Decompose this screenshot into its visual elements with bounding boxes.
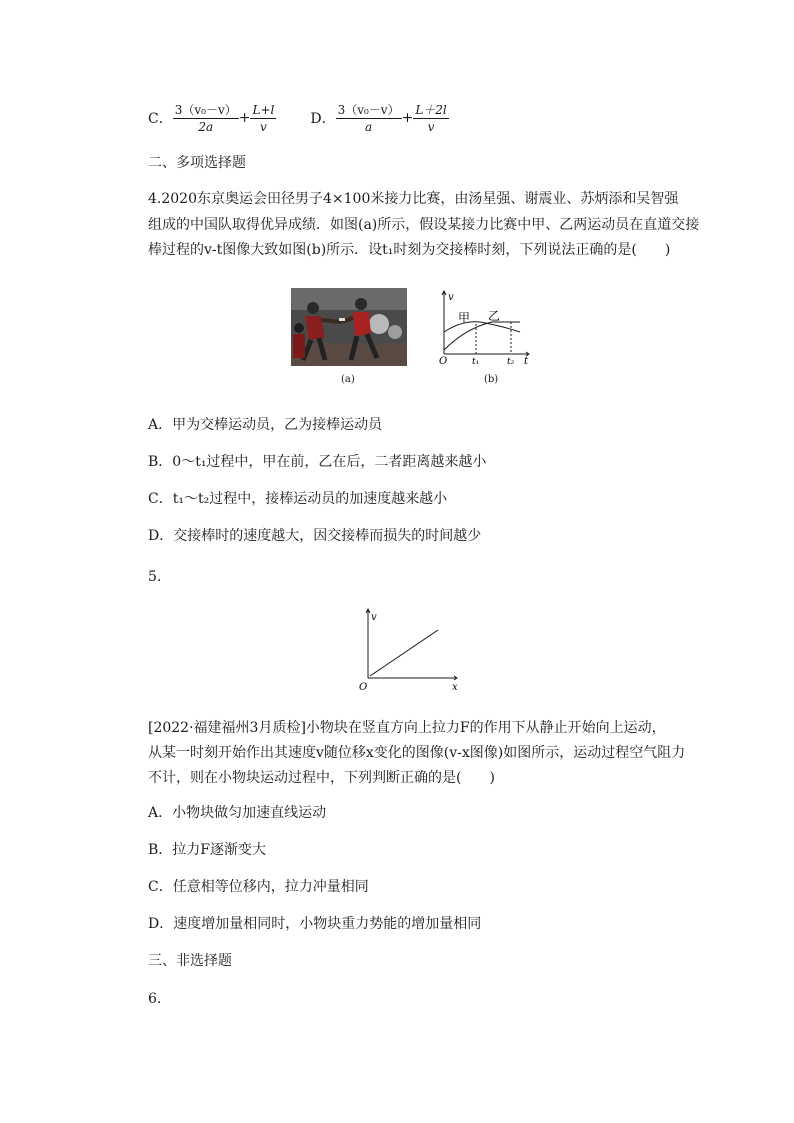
q5-option-d: D．速度增加量相同时，小物块重力势能的增加量相同 xyxy=(148,916,482,932)
vx-graph-origin-label: O xyxy=(359,682,368,693)
graph-origin-label: O xyxy=(439,356,448,367)
graph-t-label: t xyxy=(524,356,529,367)
q4-option-c: C．t₁～t₂过程中，接棒运动员的加速度越来越小 xyxy=(148,491,448,507)
q4-option-a: A．甲为交棒运动员，乙为接棒运动员 xyxy=(148,417,383,433)
q5-stem-line-2: 从某一时刻开始作出其速度v随位移x变化的图像(v-x图像)如图所示，运动过程空气阻力 xyxy=(148,745,686,761)
section-heading-non-choice: 三、非选择题 xyxy=(148,953,232,969)
graph-jia-label: 甲 xyxy=(458,311,471,325)
vx-graph xyxy=(356,604,466,694)
q3-options-cd xyxy=(148,98,449,138)
q5-option-b: B．拉力F逐渐变大 xyxy=(148,842,267,858)
graph-t1-label: t₁ xyxy=(472,357,480,367)
option-c-fraction-1: $\frac{\text{3（v₀－v）}}{2a}$ xyxy=(174,102,237,134)
q4-stem-line-3: 棒过程的v-t图像大致如图(b)所示．设t₁时刻为交接棒时刻，下列说法正确的是( ) xyxy=(148,242,671,258)
q5-option-c: C．任意相等位移内，拉力冲量相同 xyxy=(148,879,369,895)
option-d-fraction-1: $\frac{\text{3（v₀－v）}}{a}$ xyxy=(337,102,400,134)
curve-jia xyxy=(444,322,520,332)
graph-t2-label: t₂ xyxy=(507,357,515,367)
vx-graph-v-label: v xyxy=(371,612,377,623)
graph-v-label: v xyxy=(448,292,454,303)
vx-graph-x-label: x xyxy=(452,682,458,693)
vt-graph xyxy=(436,288,536,368)
section-heading-multiple-choice: 二、多项选择题 xyxy=(148,155,246,171)
option-d-plus: + xyxy=(401,110,414,126)
option-c-fraction-2: $\frac{L+l}{v}$ xyxy=(252,102,275,134)
q5-stem-line-1: [2022·福建福州3月质检]小物块在竖直方向上拉力F的作用下从静止开始向上运动， xyxy=(148,720,666,736)
q4-stem-line-1: 4.2020东京奥运会田径男子4×100米接力比赛，由汤星强、谢震业、苏炳添和吴智强 xyxy=(148,191,679,207)
q6-number: 6. xyxy=(148,991,162,1007)
vx-line xyxy=(370,630,438,676)
q4-stem-line-2: 组成的中国队取得优异成绩．如图(a)所示，假设某接力比赛中甲、乙两运动员在直道交接 xyxy=(148,217,700,233)
option-c-plus: + xyxy=(238,110,251,126)
figure-b-caption: (b) xyxy=(484,374,499,385)
relay-photo xyxy=(291,288,407,366)
q5-option-a: A．小物块做匀加速直线运动 xyxy=(148,805,327,821)
figure-a-caption: (a) xyxy=(341,374,355,385)
q5-number: 5. xyxy=(148,569,162,585)
option-c-label: C． xyxy=(148,111,173,127)
q5-stem-line-3: 不计，则在小物块运动过程中，下列判断正确的是( ) xyxy=(148,770,495,786)
option-d-label: D． xyxy=(310,111,336,127)
graph-yi-label: 乙 xyxy=(488,309,501,323)
q4-option-d: D．交接棒时的速度越大，因交接棒而损失的时间越少 xyxy=(148,528,482,544)
relay-photo-illustration xyxy=(291,288,407,366)
option-d-fraction-2: $\frac{L+2l}{v}$ xyxy=(415,102,447,134)
q4-option-b: B．0～t₁过程中，甲在前，乙在后，二者距离越来越小 xyxy=(148,454,487,470)
